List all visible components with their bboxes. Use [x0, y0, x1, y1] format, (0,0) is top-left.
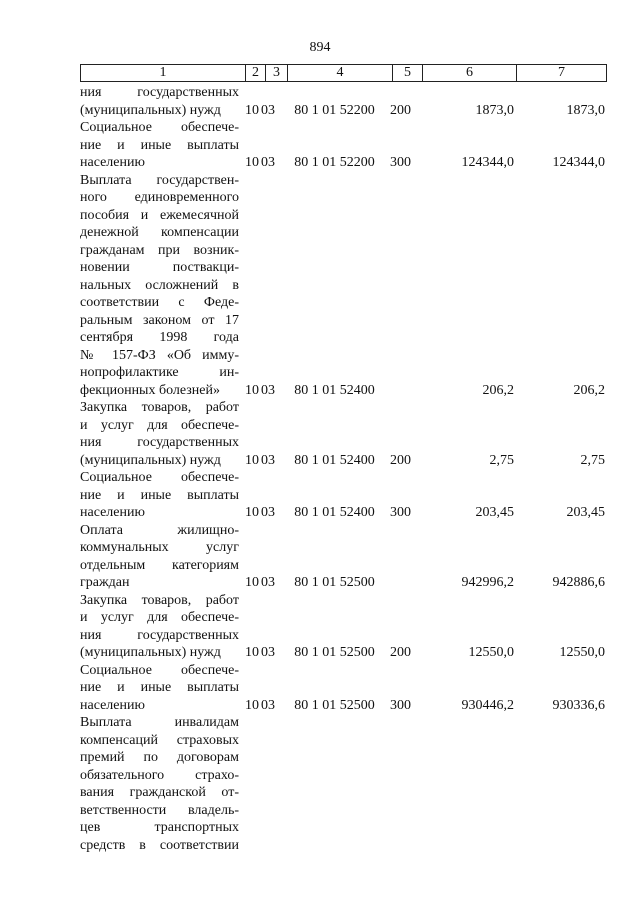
cell-c3: 03: [261, 382, 275, 398]
cell-c7: 942886,6: [552, 575, 605, 590]
table-row: [80, 714, 607, 854]
description-line: обязательного страхо-: [80, 767, 239, 783]
description-line: сентября 1998 года: [80, 330, 239, 345]
description-line: (муниципальных) нужд: [80, 102, 221, 118]
description-line: Выплата государствен-: [80, 172, 239, 188]
description-line: населению: [80, 505, 145, 520]
cell-c5: 300: [390, 155, 411, 170]
description-line: ния государственных: [80, 85, 239, 100]
description-line: населению: [80, 155, 145, 170]
cell-c3: 03: [261, 452, 275, 468]
cell-c4: 80 1 01 52400: [294, 505, 375, 520]
row-description: [80, 469, 239, 522]
header-col-6: 6: [423, 65, 517, 81]
cell-c7: 1873,0: [566, 102, 605, 118]
row-description: [80, 592, 239, 662]
cell-c2: 10: [245, 102, 259, 118]
description-line: коммунальных услуг: [80, 540, 239, 555]
page-number: 894: [309, 40, 331, 55]
description-line: Социальное обеспече-: [80, 120, 239, 135]
cell-c3: 03: [261, 645, 275, 660]
header-col-3: 3: [266, 65, 288, 81]
description-line: Закупка товаров, работ: [80, 400, 239, 415]
description-line: вания гражданской от-: [80, 785, 239, 800]
cell-c3: 03: [261, 505, 275, 520]
description-line: ного единовременного: [80, 190, 239, 205]
description-line: № 157-ФЗ «Об имму-: [80, 347, 239, 363]
table-row: [80, 172, 607, 400]
table-row: [80, 84, 607, 119]
cell-c6: 12550,0: [468, 645, 514, 660]
table-row: [80, 592, 607, 662]
description-line: и услуг для обеспече-: [80, 417, 239, 433]
table-row: [80, 662, 607, 715]
header-col-2: 2: [246, 65, 266, 81]
description-line: ние и иные выплаты: [80, 680, 239, 695]
row-description: [80, 172, 239, 400]
table-row: [80, 399, 607, 469]
description-line: компенсаций страховых: [80, 732, 239, 748]
cell-c7: 12550,0: [559, 645, 605, 660]
cell-c4: 80 1 01 52200: [294, 155, 375, 170]
description-line: цев транспортных: [80, 820, 239, 835]
cell-c4: 80 1 01 52200: [294, 102, 375, 118]
cell-c6: 124344,0: [461, 155, 514, 170]
row-description: [80, 119, 239, 172]
description-line: денежной компенсации: [80, 225, 239, 240]
description-line: населению: [80, 697, 145, 713]
cell-c5: 200: [390, 452, 411, 468]
cell-c7: 203,45: [566, 505, 605, 520]
description-line: Социальное обеспече-: [80, 662, 239, 678]
table-body: [80, 84, 607, 854]
cell-c4: 80 1 01 52500: [294, 697, 375, 713]
description-line: гражданам при возник-: [80, 242, 239, 258]
description-line: пособия и ежемесячной: [80, 207, 239, 223]
table-header: [80, 64, 607, 82]
description-line: ния государственных: [80, 627, 239, 643]
description-line: (муниципальных) нужд: [80, 452, 221, 468]
cell-c4: 80 1 01 52400: [294, 452, 375, 468]
description-line: премий по договорам: [80, 750, 239, 765]
cell-c5: 200: [390, 102, 411, 118]
description-line: фекционных болезней»: [80, 382, 220, 398]
cell-c5: 300: [390, 505, 411, 520]
row-description: [80, 662, 239, 715]
cell-c6: 203,45: [475, 505, 514, 520]
cell-c3: 03: [261, 155, 275, 170]
cell-c5: 300: [390, 697, 411, 713]
cell-c7: 930336,6: [552, 697, 605, 713]
description-line: ние и иные выплаты: [80, 137, 239, 153]
table-row: [80, 469, 607, 522]
description-line: нальных осложнений в: [80, 277, 239, 293]
cell-c2: 10: [245, 452, 259, 468]
cell-c6: 2,75: [489, 452, 514, 468]
cell-c2: 10: [245, 645, 259, 660]
description-line: Выплата инвалидам: [80, 715, 239, 730]
cell-c2: 10: [245, 575, 259, 590]
header-col-7: 7: [558, 65, 565, 80]
description-line: граждан: [80, 575, 130, 590]
cell-c6: 930446,2: [461, 697, 514, 713]
table-row: [80, 119, 607, 172]
cell-c6: 1873,0: [475, 102, 514, 118]
row-description: [80, 84, 239, 119]
header-col-4: 4: [288, 65, 393, 81]
table-row: [80, 522, 607, 592]
cell-c4: 80 1 01 52400: [294, 382, 375, 398]
cell-c3: 03: [261, 575, 275, 590]
row-description: [80, 399, 239, 469]
cell-c3: 03: [261, 697, 275, 713]
description-line: ния государственных: [80, 435, 239, 450]
header-col-5: 5: [393, 65, 423, 81]
row-description: [80, 714, 239, 854]
description-line: ние и иные выплаты: [80, 487, 239, 503]
cell-c6: 942996,2: [461, 575, 514, 590]
description-line: отдельным категориям: [80, 557, 239, 573]
cell-c2: 10: [245, 697, 259, 713]
cell-c7: 206,2: [573, 382, 605, 398]
cell-c2: 10: [245, 382, 259, 398]
description-line: Закупка товаров, работ: [80, 592, 239, 608]
cell-c7: 124344,0: [552, 155, 605, 170]
description-line: соответствии с Феде-: [80, 295, 239, 310]
cell-c7: 2,75: [580, 452, 605, 468]
cell-c2: 10: [245, 505, 259, 520]
description-line: (муниципальных) нужд: [80, 645, 221, 660]
header-col-1: 1: [81, 65, 246, 81]
description-line: и услуг для обеспече-: [80, 610, 239, 625]
row-description: [80, 522, 239, 592]
description-line: средств в соответствии: [80, 837, 239, 853]
cell-c5: 200: [390, 645, 411, 660]
description-line: Социальное обеспече-: [80, 470, 239, 485]
description-line: Оплата жилищно-: [80, 522, 239, 538]
description-line: ветственности владель-: [80, 802, 239, 818]
description-line: ральным законом от 17: [80, 312, 239, 328]
description-line: нопрофилактике ин-: [80, 365, 239, 380]
cell-c4: 80 1 01 52500: [294, 645, 375, 660]
cell-c6: 206,2: [482, 382, 514, 398]
description-line: новении поствакци-: [80, 260, 239, 275]
cell-c3: 03: [261, 102, 275, 118]
cell-c4: 80 1 01 52500: [294, 575, 375, 590]
cell-c2: 10: [245, 155, 259, 170]
